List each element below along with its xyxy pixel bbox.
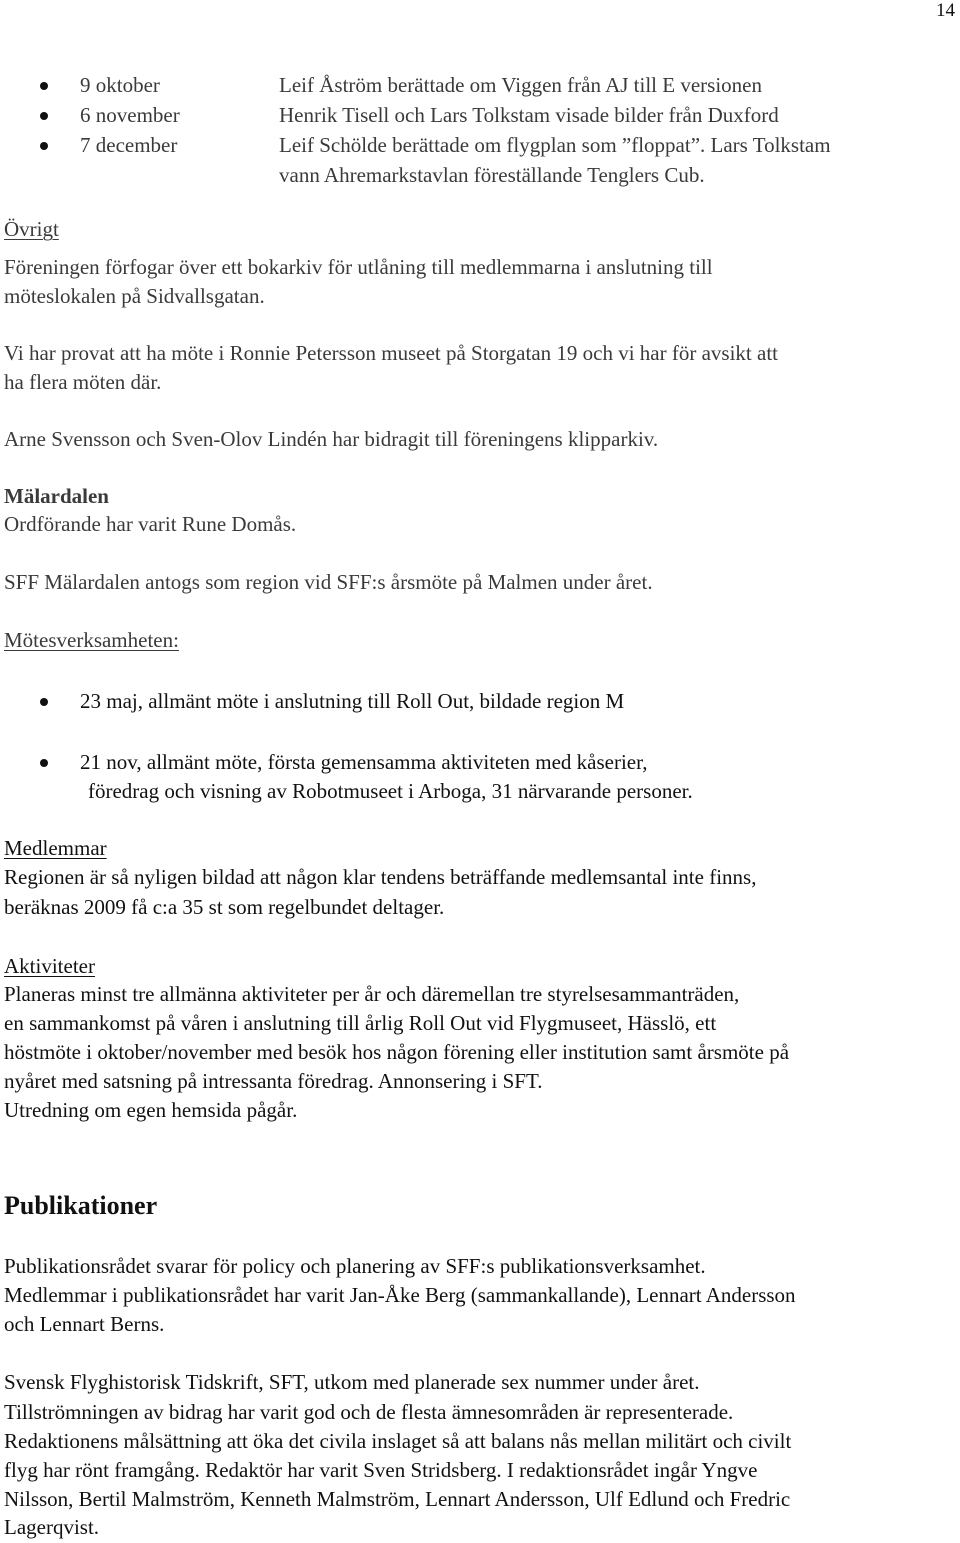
event-description: Leif Åström berättade om Viggen från AJ till E versionen [279, 73, 762, 97]
subsection-heading: Aktiviteter [4, 954, 95, 978]
paragraph-line: höstmöte i oktober/november med besök hos någon förening eller institution samt årsmöte på [4, 1040, 790, 1064]
event-date: 9 oktober [80, 73, 160, 97]
paragraph-line: Regionen är så nyligen bildad att någon klar tendens beträffande medlemsantal inte finns, [4, 865, 757, 889]
subsection-heading: Medlemmar [4, 836, 107, 860]
paragraph-line: Svensk Flyghistorisk Tidskrift, SFT, utkom med planerade sex nummer under året. [4, 1370, 700, 1394]
section-title: Publikationer [4, 1191, 158, 1220]
paragraph-line: Medlemmar i publikationsrådet har varit Jan-Åke Berg (sammankallande), Lennart Andersson [4, 1283, 796, 1307]
paragraph-line: Nilsson, Bertil Malmström, Kenneth Malmström, Lennart Andersson, Ulf Edlund och Fredric [4, 1487, 791, 1511]
bullet-icon [40, 759, 48, 767]
paragraph-line: Lagerqvist. [4, 1515, 100, 1539]
subsection-heading: Mötesverksamheten: [4, 628, 179, 652]
paragraph-line: SFF Mälardalen antogs som region vid SFF:s årsmöte på Malmen under året. [4, 570, 653, 594]
paragraph-line: ha flera möten där. [4, 370, 162, 394]
paragraph-line: möteslokalen på Sidvallsgatan. [4, 284, 265, 308]
meeting-item: 21 nov, allmänt möte, första gemensamma aktiviteten med kåserier, [80, 750, 648, 774]
paragraph-line: Redaktionens målsättning att öka det civila inslaget så att balans nås mellan militärt och civilt [4, 1429, 792, 1453]
event-description: vann Ahremarkstavlan föreställande Tenglers Cub. [279, 163, 705, 187]
meeting-item: föredrag och visning av Robotmuseet i Arboga, 31 närvarande personer. [88, 779, 693, 803]
paragraph-line: Arne Svensson och Sven-Olov Lindén har bidragit till föreningens klipparkiv. [4, 427, 659, 451]
paragraph-line: nyåret med satsning på intressanta föredrag. Annonsering i SFT. [4, 1069, 543, 1093]
paragraph-line: Utredning om egen hemsida pågår. [4, 1098, 298, 1122]
bullet-icon [40, 82, 48, 90]
bullet-icon [40, 698, 48, 706]
paragraph-line: beräknas 2009 få c:a 35 st som regelbundet deltager. [4, 895, 445, 919]
paragraph-line: Planeras minst tre allmänna aktiviteter per år och däremellan tre styrelsesammanträden, [4, 982, 740, 1006]
event-date: 6 november [80, 103, 180, 127]
meeting-item: 23 maj, allmänt möte i anslutning till Roll Out, bildade region M [80, 689, 625, 713]
page-number: 14 [936, 0, 955, 21]
bullet-icon [40, 112, 48, 120]
event-description: Henrik Tisell och Lars Tolkstam visade bilder från Duxford [279, 103, 779, 127]
paragraph-line: flyg har rönt framgång. Redaktör har varit Sven Stridsberg. I redaktionsrådet ingår Yngve [4, 1458, 758, 1482]
paragraph-line: en sammankomst på våren i anslutning till årlig Roll Out vid Flygmuseet, Hässlö, ett [4, 1011, 717, 1035]
event-date: 7 december [80, 133, 178, 157]
paragraph-line: Vi har provat att ha möte i Ronnie Petersson museet på Storgatan 19 och vi har för avsikt att [4, 341, 779, 365]
bullet-icon [40, 142, 48, 150]
paragraph-line: Publikationsrådet svarar för policy och planering av SFF:s publikationsverksamhet. [4, 1254, 706, 1278]
paragraph-line: Tillströmningen av bidrag har varit god och de flesta ämnesområden är representerade. [4, 1400, 734, 1424]
section-heading: Mälardalen [4, 484, 109, 508]
event-description: Leif Schölde berättade om flygplan som ”floppat”. Lars Tolkstam [279, 133, 831, 157]
paragraph-line: Ordförande har varit Rune Domås. [4, 512, 297, 536]
section-heading: Övrigt [4, 217, 59, 241]
paragraph-line: Föreningen förfogar över ett bokarkiv för utlåning till medlemmarna i anslutning till [4, 255, 713, 279]
paragraph-line: och Lennart Berns. [4, 1312, 165, 1336]
